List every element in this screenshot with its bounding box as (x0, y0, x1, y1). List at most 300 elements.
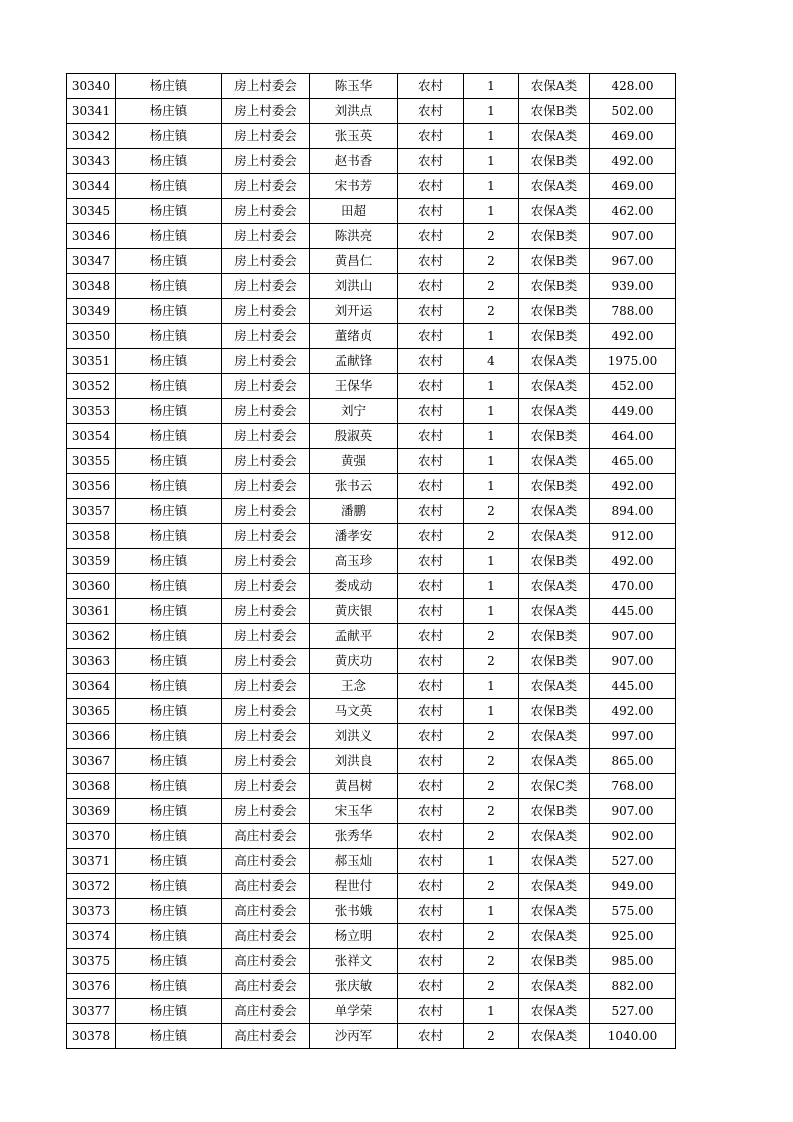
count-cell: 1 (464, 899, 519, 924)
count-cell: 1 (464, 999, 519, 1024)
category-cell: 农保B类 (519, 549, 590, 574)
id-cell: 30373 (67, 899, 116, 924)
town-cell: 杨庄镇 (116, 299, 222, 324)
count-cell: 2 (464, 624, 519, 649)
id-cell: 30371 (67, 849, 116, 874)
town-cell: 杨庄镇 (116, 224, 222, 249)
village-cell: 房上村委会 (222, 649, 310, 674)
amount-cell: 445.00 (590, 599, 676, 624)
name-cell: 潘鹏 (310, 499, 398, 524)
area-cell: 农村 (398, 799, 464, 824)
town-cell: 杨庄镇 (116, 199, 222, 224)
area-cell: 农村 (398, 824, 464, 849)
village-cell: 房上村委会 (222, 149, 310, 174)
id-cell: 30368 (67, 774, 116, 799)
name-cell: 潘孝安 (310, 524, 398, 549)
village-cell: 高庄村委会 (222, 949, 310, 974)
area-cell: 农村 (398, 649, 464, 674)
town-cell: 杨庄镇 (116, 949, 222, 974)
area-cell: 农村 (398, 224, 464, 249)
town-cell: 杨庄镇 (116, 574, 222, 599)
count-cell: 1 (464, 549, 519, 574)
count-cell: 2 (464, 649, 519, 674)
amount-cell: 469.00 (590, 174, 676, 199)
area-cell: 农村 (398, 574, 464, 599)
table-row (67, 149, 676, 174)
amount-cell: 469.00 (590, 124, 676, 149)
village-cell: 房上村委会 (222, 799, 310, 824)
table-row (67, 724, 676, 749)
name-cell: 张祥文 (310, 949, 398, 974)
area-cell: 农村 (398, 999, 464, 1024)
amount-cell: 912.00 (590, 524, 676, 549)
amount-cell: 465.00 (590, 449, 676, 474)
name-cell: 刘洪良 (310, 749, 398, 774)
table-row (67, 274, 676, 299)
area-cell: 农村 (398, 374, 464, 399)
name-cell: 宋玉华 (310, 799, 398, 824)
name-cell: 陈洪亮 (310, 224, 398, 249)
area-cell: 农村 (398, 349, 464, 374)
town-cell: 杨庄镇 (116, 424, 222, 449)
table-row (67, 349, 676, 374)
amount-cell: 907.00 (590, 224, 676, 249)
count-cell: 2 (464, 724, 519, 749)
area-cell: 农村 (398, 74, 464, 99)
amount-cell: 445.00 (590, 674, 676, 699)
name-cell: 沙丙军 (310, 1024, 398, 1049)
category-cell: 农保A类 (519, 574, 590, 599)
amount-cell: 464.00 (590, 424, 676, 449)
id-cell: 30347 (67, 249, 116, 274)
id-cell: 30350 (67, 324, 116, 349)
table-row (67, 124, 676, 149)
amount-cell: 452.00 (590, 374, 676, 399)
table-row (67, 749, 676, 774)
village-cell: 房上村委会 (222, 624, 310, 649)
area-cell: 农村 (398, 849, 464, 874)
id-cell: 30366 (67, 724, 116, 749)
count-cell: 1 (464, 699, 519, 724)
table-row (67, 674, 676, 699)
village-cell: 高庄村委会 (222, 874, 310, 899)
name-cell: 刘开运 (310, 299, 398, 324)
amount-cell: 527.00 (590, 849, 676, 874)
name-cell: 殷淑英 (310, 424, 398, 449)
name-cell: 张秀华 (310, 824, 398, 849)
village-cell: 房上村委会 (222, 199, 310, 224)
name-cell: 单学荣 (310, 999, 398, 1024)
category-cell: 农保A类 (519, 1024, 590, 1049)
id-cell: 30354 (67, 424, 116, 449)
category-cell: 农保A类 (519, 449, 590, 474)
category-cell: 农保A类 (519, 724, 590, 749)
amount-cell: 907.00 (590, 649, 676, 674)
table-row (67, 974, 676, 999)
town-cell: 杨庄镇 (116, 374, 222, 399)
area-cell: 农村 (398, 1024, 464, 1049)
id-cell: 30353 (67, 399, 116, 424)
id-cell: 30352 (67, 374, 116, 399)
category-cell: 农保B类 (519, 424, 590, 449)
category-cell: 农保B类 (519, 324, 590, 349)
name-cell: 张书娥 (310, 899, 398, 924)
count-cell: 2 (464, 524, 519, 549)
town-cell: 杨庄镇 (116, 849, 222, 874)
town-cell: 杨庄镇 (116, 549, 222, 574)
category-cell: 农保A类 (519, 749, 590, 774)
count-cell: 1 (464, 74, 519, 99)
town-cell: 杨庄镇 (116, 174, 222, 199)
town-cell: 杨庄镇 (116, 924, 222, 949)
name-cell: 刘洪义 (310, 724, 398, 749)
category-cell: 农保A类 (519, 174, 590, 199)
town-cell: 杨庄镇 (116, 74, 222, 99)
village-cell: 房上村委会 (222, 249, 310, 274)
table-row (67, 499, 676, 524)
amount-cell: 902.00 (590, 824, 676, 849)
village-cell: 房上村委会 (222, 274, 310, 299)
town-cell: 杨庄镇 (116, 449, 222, 474)
village-cell: 房上村委会 (222, 699, 310, 724)
records-table (66, 73, 676, 1049)
town-cell: 杨庄镇 (116, 399, 222, 424)
category-cell: 农保B类 (519, 299, 590, 324)
id-cell: 30377 (67, 999, 116, 1024)
town-cell: 杨庄镇 (116, 799, 222, 824)
table-row (67, 324, 676, 349)
name-cell: 刘洪山 (310, 274, 398, 299)
id-cell: 30376 (67, 974, 116, 999)
area-cell: 农村 (398, 874, 464, 899)
id-cell: 30359 (67, 549, 116, 574)
town-cell: 杨庄镇 (116, 249, 222, 274)
count-cell: 1 (464, 99, 519, 124)
village-cell: 房上村委会 (222, 674, 310, 699)
id-cell: 30344 (67, 174, 116, 199)
id-cell: 30355 (67, 449, 116, 474)
name-cell: 陈玉华 (310, 74, 398, 99)
name-cell: 黄庆银 (310, 599, 398, 624)
id-cell: 30362 (67, 624, 116, 649)
count-cell: 1 (464, 324, 519, 349)
amount-cell: 492.00 (590, 324, 676, 349)
area-cell: 农村 (398, 249, 464, 274)
count-cell: 1 (464, 424, 519, 449)
count-cell: 1 (464, 574, 519, 599)
name-cell: 黄昌树 (310, 774, 398, 799)
category-cell: 农保A类 (519, 924, 590, 949)
id-cell: 30361 (67, 599, 116, 624)
village-cell: 高庄村委会 (222, 924, 310, 949)
village-cell: 房上村委会 (222, 174, 310, 199)
amount-cell: 882.00 (590, 974, 676, 999)
count-cell: 4 (464, 349, 519, 374)
name-cell: 张书云 (310, 474, 398, 499)
village-cell: 房上村委会 (222, 549, 310, 574)
id-cell: 30365 (67, 699, 116, 724)
town-cell: 杨庄镇 (116, 774, 222, 799)
table-row (67, 799, 676, 824)
town-cell: 杨庄镇 (116, 874, 222, 899)
area-cell: 农村 (398, 749, 464, 774)
area-cell: 农村 (398, 599, 464, 624)
id-cell: 30340 (67, 74, 116, 99)
village-cell: 房上村委会 (222, 399, 310, 424)
table-row (67, 999, 676, 1024)
area-cell: 农村 (398, 99, 464, 124)
name-cell: 程世付 (310, 874, 398, 899)
name-cell: 马文英 (310, 699, 398, 724)
table-row (67, 524, 676, 549)
table-row (67, 874, 676, 899)
village-cell: 房上村委会 (222, 74, 310, 99)
category-cell: 农保A类 (519, 849, 590, 874)
name-cell: 董绪贞 (310, 324, 398, 349)
count-cell: 1 (464, 674, 519, 699)
category-cell: 农保A类 (519, 399, 590, 424)
table-row (67, 424, 676, 449)
town-cell: 杨庄镇 (116, 674, 222, 699)
count-cell: 1 (464, 174, 519, 199)
category-cell: 农保A类 (519, 124, 590, 149)
count-cell: 1 (464, 599, 519, 624)
name-cell: 田超 (310, 199, 398, 224)
village-cell: 房上村委会 (222, 724, 310, 749)
category-cell: 农保A类 (519, 899, 590, 924)
table-row (67, 249, 676, 274)
village-cell: 房上村委会 (222, 124, 310, 149)
area-cell: 农村 (398, 924, 464, 949)
amount-cell: 997.00 (590, 724, 676, 749)
table-row (67, 399, 676, 424)
amount-cell: 1040.00 (590, 1024, 676, 1049)
count-cell: 1 (464, 124, 519, 149)
town-cell: 杨庄镇 (116, 1024, 222, 1049)
area-cell: 农村 (398, 624, 464, 649)
category-cell: 农保B类 (519, 274, 590, 299)
count-cell: 1 (464, 449, 519, 474)
village-cell: 高庄村委会 (222, 899, 310, 924)
table-row (67, 224, 676, 249)
category-cell: 农保A类 (519, 974, 590, 999)
area-cell: 农村 (398, 324, 464, 349)
town-cell: 杨庄镇 (116, 524, 222, 549)
table-row (67, 599, 676, 624)
category-cell: 农保A类 (519, 599, 590, 624)
amount-cell: 502.00 (590, 99, 676, 124)
category-cell: 农保A类 (519, 374, 590, 399)
name-cell: 王念 (310, 674, 398, 699)
count-cell: 1 (464, 399, 519, 424)
count-cell: 2 (464, 874, 519, 899)
id-cell: 30369 (67, 799, 116, 824)
town-cell: 杨庄镇 (116, 599, 222, 624)
town-cell: 杨庄镇 (116, 149, 222, 174)
id-cell: 30349 (67, 299, 116, 324)
name-cell: 刘宁 (310, 399, 398, 424)
amount-cell: 428.00 (590, 74, 676, 99)
table-row (67, 374, 676, 399)
table-row (67, 99, 676, 124)
village-cell: 高庄村委会 (222, 974, 310, 999)
count-cell: 2 (464, 1024, 519, 1049)
count-cell: 1 (464, 374, 519, 399)
amount-cell: 492.00 (590, 549, 676, 574)
village-cell: 房上村委会 (222, 524, 310, 549)
town-cell: 杨庄镇 (116, 349, 222, 374)
town-cell: 杨庄镇 (116, 974, 222, 999)
village-cell: 房上村委会 (222, 299, 310, 324)
amount-cell: 985.00 (590, 949, 676, 974)
area-cell: 农村 (398, 774, 464, 799)
amount-cell: 462.00 (590, 199, 676, 224)
name-cell: 孟献锋 (310, 349, 398, 374)
table-row (67, 949, 676, 974)
area-cell: 农村 (398, 199, 464, 224)
category-cell: 农保B类 (519, 699, 590, 724)
village-cell: 高庄村委会 (222, 824, 310, 849)
name-cell: 娄成动 (310, 574, 398, 599)
area-cell: 农村 (398, 474, 464, 499)
village-cell: 房上村委会 (222, 474, 310, 499)
area-cell: 农村 (398, 549, 464, 574)
id-cell: 30364 (67, 674, 116, 699)
table-row (67, 774, 676, 799)
id-cell: 30351 (67, 349, 116, 374)
amount-cell: 1975.00 (590, 349, 676, 374)
village-cell: 房上村委会 (222, 449, 310, 474)
table-row (67, 574, 676, 599)
village-cell: 房上村委会 (222, 324, 310, 349)
area-cell: 农村 (398, 524, 464, 549)
town-cell: 杨庄镇 (116, 324, 222, 349)
area-cell: 农村 (398, 499, 464, 524)
id-cell: 30370 (67, 824, 116, 849)
area-cell: 农村 (398, 274, 464, 299)
table-row (67, 824, 676, 849)
count-cell: 1 (464, 199, 519, 224)
town-cell: 杨庄镇 (116, 274, 222, 299)
id-cell: 30374 (67, 924, 116, 949)
count-cell: 2 (464, 924, 519, 949)
category-cell: 农保A类 (519, 74, 590, 99)
village-cell: 高庄村委会 (222, 849, 310, 874)
id-cell: 30356 (67, 474, 116, 499)
amount-cell: 894.00 (590, 499, 676, 524)
name-cell: 孟献平 (310, 624, 398, 649)
count-cell: 2 (464, 974, 519, 999)
amount-cell: 492.00 (590, 699, 676, 724)
village-cell: 高庄村委会 (222, 999, 310, 1024)
amount-cell: 939.00 (590, 274, 676, 299)
count-cell: 2 (464, 249, 519, 274)
table-row (67, 924, 676, 949)
category-cell: 农保B类 (519, 99, 590, 124)
village-cell: 房上村委会 (222, 749, 310, 774)
count-cell: 2 (464, 749, 519, 774)
id-cell: 30343 (67, 149, 116, 174)
id-cell: 30345 (67, 199, 116, 224)
amount-cell: 768.00 (590, 774, 676, 799)
amount-cell: 949.00 (590, 874, 676, 899)
area-cell: 农村 (398, 974, 464, 999)
town-cell: 杨庄镇 (116, 474, 222, 499)
area-cell: 农村 (398, 724, 464, 749)
count-cell: 2 (464, 299, 519, 324)
village-cell: 房上村委会 (222, 349, 310, 374)
name-cell: 郝玉灿 (310, 849, 398, 874)
table-row (67, 74, 676, 99)
amount-cell: 925.00 (590, 924, 676, 949)
id-cell: 30360 (67, 574, 116, 599)
table-row (67, 174, 676, 199)
id-cell: 30363 (67, 649, 116, 674)
name-cell: 黄昌仁 (310, 249, 398, 274)
village-cell: 房上村委会 (222, 499, 310, 524)
category-cell: 农保B类 (519, 799, 590, 824)
table-body (67, 74, 676, 1049)
area-cell: 农村 (398, 299, 464, 324)
name-cell: 黄强 (310, 449, 398, 474)
town-cell: 杨庄镇 (116, 699, 222, 724)
id-cell: 30375 (67, 949, 116, 974)
name-cell: 高玉珍 (310, 549, 398, 574)
name-cell: 张玉英 (310, 124, 398, 149)
id-cell: 30358 (67, 524, 116, 549)
town-cell: 杨庄镇 (116, 824, 222, 849)
name-cell: 刘洪点 (310, 99, 398, 124)
town-cell: 杨庄镇 (116, 99, 222, 124)
amount-cell: 527.00 (590, 999, 676, 1024)
category-cell: 农保A类 (519, 349, 590, 374)
area-cell: 农村 (398, 674, 464, 699)
count-cell: 2 (464, 949, 519, 974)
amount-cell: 470.00 (590, 574, 676, 599)
count-cell: 1 (464, 149, 519, 174)
amount-cell: 575.00 (590, 899, 676, 924)
area-cell: 农村 (398, 699, 464, 724)
category-cell: 农保A类 (519, 674, 590, 699)
amount-cell: 907.00 (590, 799, 676, 824)
category-cell: 农保B类 (519, 949, 590, 974)
category-cell: 农保A类 (519, 874, 590, 899)
village-cell: 房上村委会 (222, 599, 310, 624)
town-cell: 杨庄镇 (116, 649, 222, 674)
town-cell: 杨庄镇 (116, 899, 222, 924)
amount-cell: 788.00 (590, 299, 676, 324)
table-row (67, 549, 676, 574)
village-cell: 房上村委会 (222, 99, 310, 124)
category-cell: 农保A类 (519, 524, 590, 549)
count-cell: 2 (464, 224, 519, 249)
category-cell: 农保A类 (519, 199, 590, 224)
town-cell: 杨庄镇 (116, 999, 222, 1024)
town-cell: 杨庄镇 (116, 499, 222, 524)
area-cell: 农村 (398, 149, 464, 174)
area-cell: 农村 (398, 124, 464, 149)
category-cell: 农保A类 (519, 824, 590, 849)
area-cell: 农村 (398, 424, 464, 449)
category-cell: 农保B类 (519, 649, 590, 674)
table-row (67, 624, 676, 649)
village-cell: 房上村委会 (222, 374, 310, 399)
village-cell: 房上村委会 (222, 424, 310, 449)
table-row (67, 474, 676, 499)
area-cell: 农村 (398, 449, 464, 474)
category-cell: 农保B类 (519, 624, 590, 649)
count-cell: 2 (464, 774, 519, 799)
